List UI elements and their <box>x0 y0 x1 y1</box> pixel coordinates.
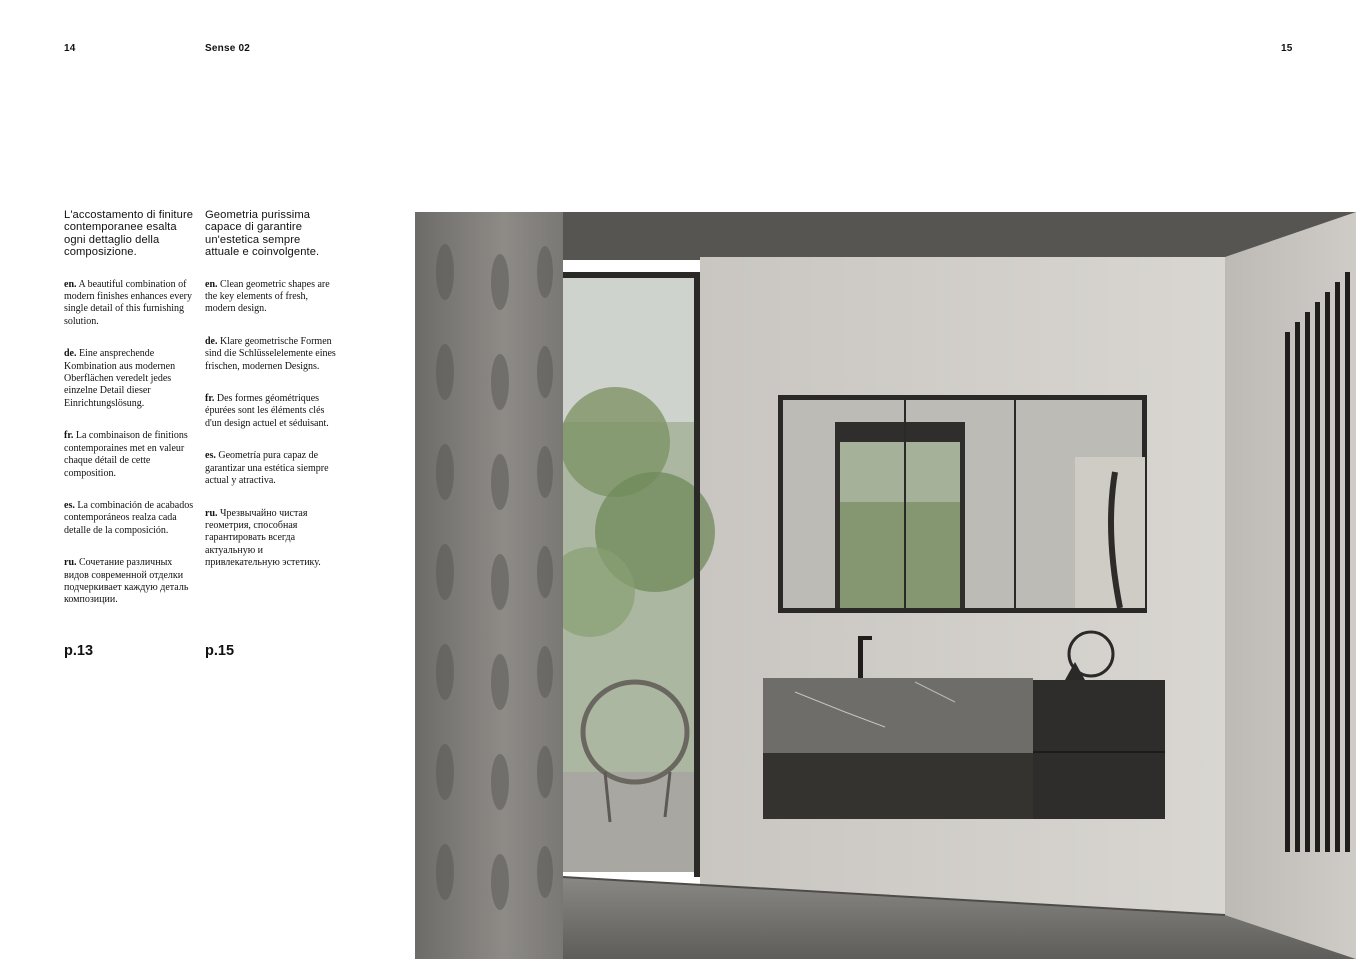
lang-code: ru. <box>64 557 77 569</box>
right-paragraph-de <box>205 336 337 373</box>
page-ref-right[interactable]: p.15 <box>205 643 235 659</box>
paragraph-text: A beautiful combination of modern finishes enhances every single detail of this furnishing solution. <box>64 278 193 327</box>
vanity-drawer <box>763 753 1033 819</box>
lang-code: es. <box>64 499 75 511</box>
section-title: Sense 02 <box>205 43 250 54</box>
page-ref-left[interactable]: p.13 <box>64 643 94 659</box>
right-text-column <box>205 209 337 590</box>
left-paragraph-es <box>64 500 196 537</box>
paragraph-text: Geometría pura capaz de garantizar una estética siempre actual y atractiva. <box>205 450 329 487</box>
lang-code: fr. <box>205 393 215 405</box>
page-number-left: 14 <box>64 43 76 54</box>
vanity-top <box>763 678 1033 753</box>
paragraph-text: Eine ansprechende Kombination aus modernen Oberflächen veredelt jedes einzelne Detail dieser Einrichtungslösung. <box>64 348 176 409</box>
paragraph-text: Сочетание различных видов современной отделки подчеркивает каждую деталь композиции. <box>64 557 189 606</box>
paragraph-text: Чрезвычайно чистая геометрия, способная гарантировать всегда актуальную и привлекательную эстетику. <box>205 507 321 569</box>
right-paragraph-en <box>205 279 337 316</box>
lang-code: de. <box>205 335 218 347</box>
faucet <box>858 636 863 680</box>
paragraph-text: Clean geometric shapes are the key elements of fresh, modern design. <box>205 278 330 315</box>
lang-code: ru. <box>205 507 218 519</box>
left-paragraph-fr <box>64 430 196 480</box>
bathroom-photo <box>415 212 1356 959</box>
left-heading: L'accostamento di finiture contemporanee esalta ogni dettaglio della composizione. <box>64 209 194 259</box>
vanity-cabinet <box>1033 680 1165 819</box>
paragraph-text: La combinación de acabados contemporáneos realza cada detalle de la composición. <box>64 499 194 536</box>
left-text-column <box>64 209 196 627</box>
lang-code: fr. <box>64 430 74 442</box>
left-paragraph-en <box>64 279 196 329</box>
paragraph-text: Des formes géométriques épurées sont les éléments clés d'un design actuel et séduisant. <box>205 393 329 429</box>
right-paragraph-fr <box>205 393 337 430</box>
paragraph-text: Klare geometrische Formen sind die Schlüsselelemente eines frischen, modernen Designs. <box>205 335 336 372</box>
left-paragraph-ru <box>64 557 196 607</box>
paragraph-text: La combinaison de finitions contemporaines met en valeur chaque détail de cette composition. <box>64 430 188 479</box>
lang-code: es. <box>205 450 216 462</box>
page-number-right: 15 <box>1281 43 1293 54</box>
right-heading: Geometria purissima capace di garantire un'estetica sempre attuale e coinvolgente. <box>205 209 320 259</box>
lang-code: en. <box>64 278 77 290</box>
lang-code: de. <box>64 348 77 360</box>
right-paragraph-es <box>205 450 337 487</box>
lang-code: en. <box>205 278 218 290</box>
left-paragraph-de <box>64 348 196 410</box>
right-paragraph-ru <box>205 508 337 570</box>
